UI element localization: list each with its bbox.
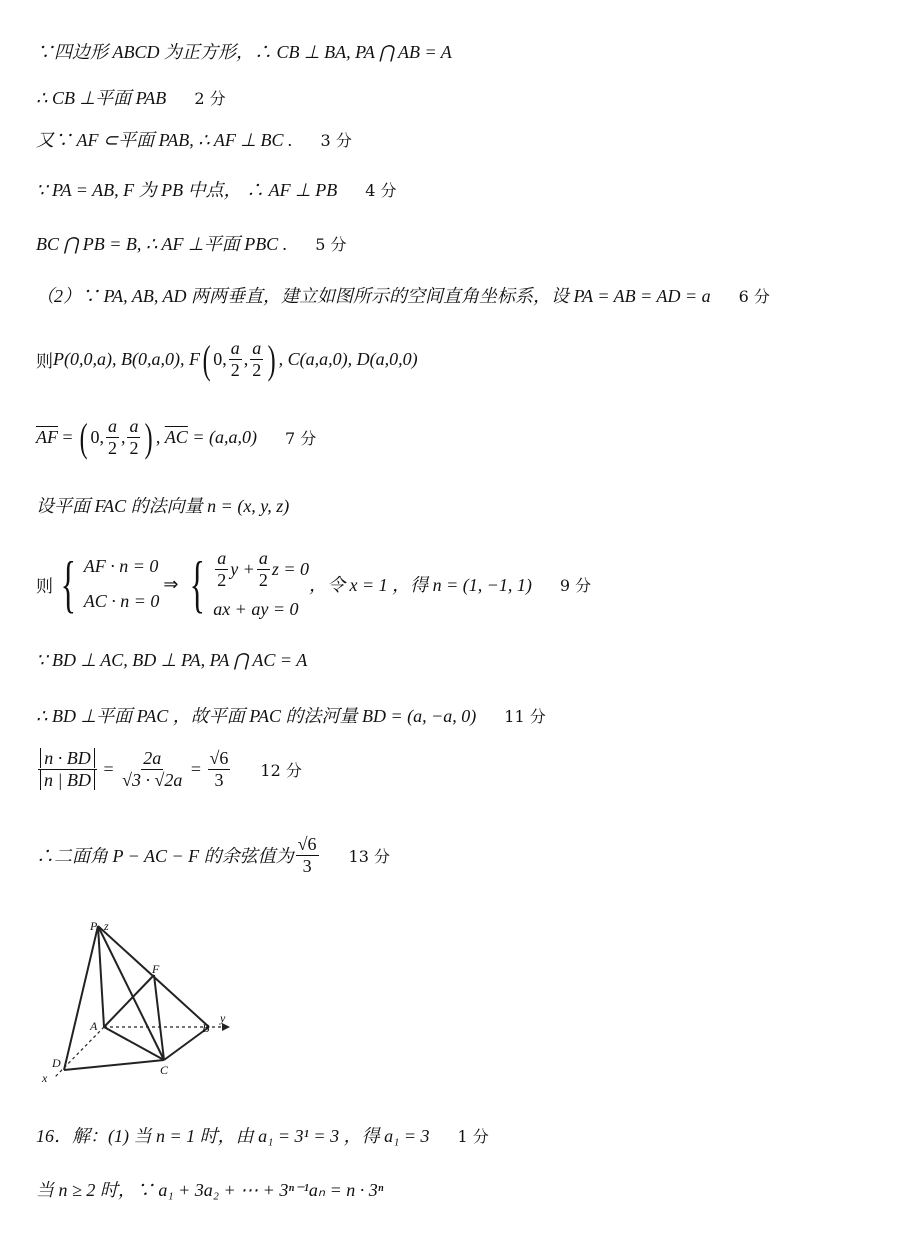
score-label: 2 分	[194, 88, 226, 108]
normal-vector-line: 设平面 FAC 的法向量 n = (x, y, z)	[36, 496, 290, 516]
label-d: D	[52, 1056, 61, 1070]
proof-line-1: ∵四边形 ABCD 为正方形，∴ CB ⊥ BA, PA ⋂ AB = A	[36, 42, 452, 62]
edge-fc	[154, 975, 164, 1060]
proof-line-3: 又∵ AF ⊂平面 PAB, ∴ AF ⊥ BC . 3 分	[36, 126, 352, 152]
vectors-line: $\overline{AF}$ = ( 0, $\frac{a}{2}$ , $\frac{a}{2}$ ) , $\overline{AC}$ = (a,a,0) 7 分	[36, 415, 317, 460]
pyramid-figure	[34, 910, 244, 1085]
label-f: F	[152, 962, 160, 976]
coordinates-line: 则 P(0,0,a), B(0,a,0), F ( 0, $\frac{a}{2}$ , $\frac{a}{2}$ ) , C(a,a,0), D(a,0,0)	[36, 337, 418, 382]
edge-pa	[98, 926, 104, 1027]
proof-line-6: （2）∵ PA, AB, AD 两两垂直，建立如图所示的空间直角坐标系，设 PA = AB = AD = a 6 分	[36, 282, 770, 308]
proof-line-11: ∵ BD ⊥ AC, BD ⊥ PA, PA ⋂ AC = A	[36, 650, 308, 670]
score-label: 1 分	[457, 1126, 489, 1146]
score-label: 9 分	[559, 575, 592, 595]
label-z: z	[104, 919, 109, 933]
label-b: B	[202, 1021, 210, 1035]
score-label: 7 分	[284, 429, 317, 448]
label-p: P	[90, 919, 98, 933]
score-label: 3 分	[320, 130, 352, 150]
conclusion-line: ∴二面角 P − AC − F 的余弦值为 $\frac{√6}{3}$ 13 分	[36, 834, 390, 876]
score-label: 4 分	[365, 180, 397, 200]
score-label: 11 分	[504, 706, 546, 726]
proof-line-2: ∴ CB ⊥平面 PAB 2 分	[36, 84, 226, 110]
label-x: x	[42, 1071, 48, 1085]
proof-line-12: ∴ BD ⊥平面 PAC ，故平面 PAC 的法河量 BD = (a, −a, 0) 11 分	[36, 702, 546, 728]
label-y: y	[220, 1011, 226, 1025]
problem-16-line-2: 当 n ≥ 2 时，∵ a₁ + 3a₂ + ⋯ + 3ⁿ⁻¹aₙ = n · 3ⁿ	[36, 1180, 384, 1200]
cosine-calc-line: $\frac{n \cdot BD}{n | BD}$ = $\frac{2a}{√3 \cdot √2a}$ = $\frac{√6}{3}$ 12 分	[36, 748, 302, 790]
score-label: 13 分	[348, 846, 390, 866]
edge-af	[104, 975, 154, 1027]
label-c: C	[160, 1063, 169, 1077]
equation-system-line: 则 { AF · n = 0 AC · n = 0 ⇒ { $\frac{a}{2}$ y + $\frac{a}{2}$ z = 0 ax + ay = 0 ，令 x = 1 ，得 n = (1, −1, 1) 9 分	[36, 548, 592, 619]
proof-line-4: ∵ PA = AB, F 为 PB 中点， ∴ AF ⊥ PB 4 分	[36, 176, 397, 202]
score-label: 5 分	[315, 234, 347, 254]
edge-pd	[64, 926, 98, 1070]
score-label: 12 分	[260, 760, 302, 780]
score-label: 6 分	[738, 286, 770, 306]
x-axis	[54, 1027, 104, 1078]
problem-16-line: 16．解：(1) 当 n = 1 时，由 a₁ = 3¹ = 3 ，得 a₁ = 3 1 分	[36, 1122, 489, 1148]
edge-dc	[64, 1060, 164, 1070]
edge-pc	[98, 926, 164, 1060]
label-a: A	[90, 1019, 98, 1033]
proof-line-5: BC ⋂ PB = B, ∴ AF ⊥平面 PBC . 5 分	[36, 230, 346, 256]
